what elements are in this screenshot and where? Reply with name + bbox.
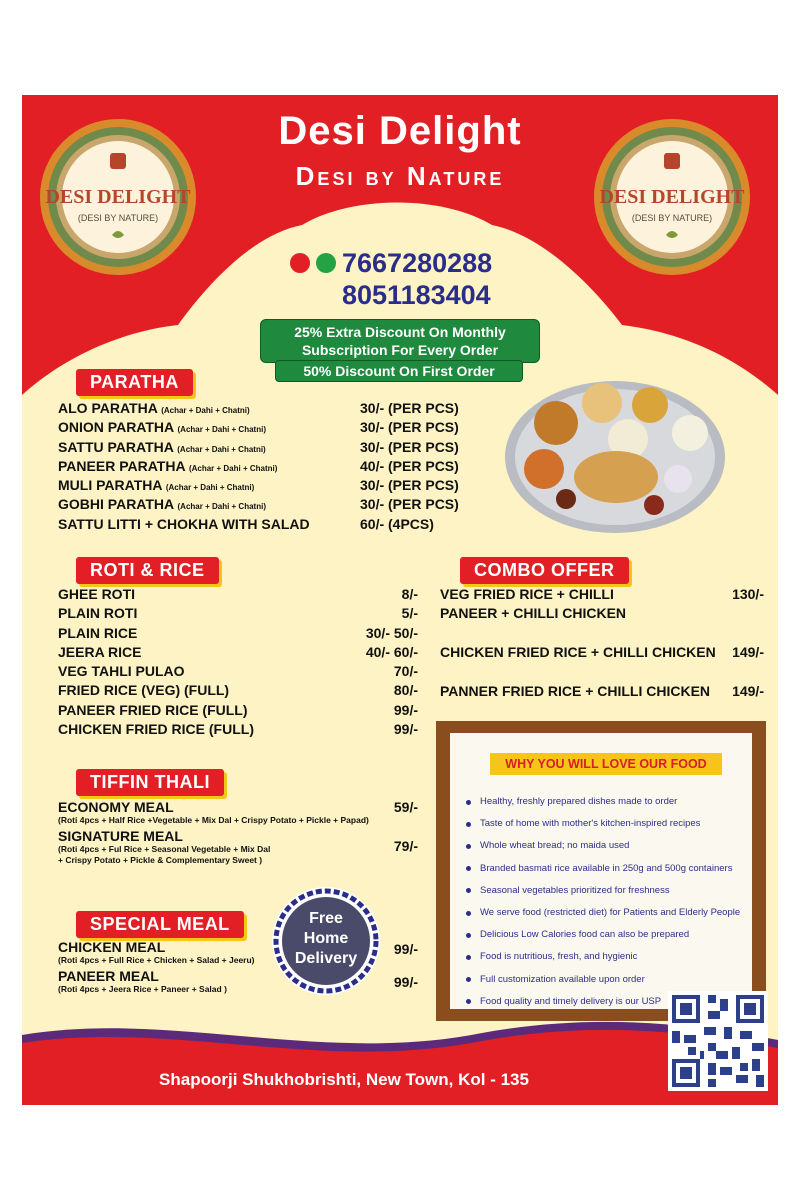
- item-price: 80/-: [393, 682, 418, 699]
- bullet-icon: [466, 911, 471, 916]
- logo-text: DESI DELIGHT: [599, 186, 745, 208]
- badge-line-1: Free: [309, 910, 343, 927]
- bullet-icon: [466, 933, 471, 938]
- item-description: (Roti 4pcs + Half Rice +Vegetable + Mix Dal + Crispy Potato + Pickle + Papad): [58, 815, 369, 825]
- item-price: 30/- 50/-: [365, 624, 418, 641]
- item-name: ECONOMY MEAL: [58, 799, 174, 815]
- phone-number-1[interactable]: 7667280288: [342, 248, 493, 278]
- list-item: [58, 681, 418, 700]
- item-name: SATTU LITTI + CHOKHA WITH SALAD: [58, 515, 310, 532]
- list-item: [58, 585, 418, 604]
- list-item: Branded basmati rice available in 250g and 500g containers: [466, 858, 756, 880]
- list-item: [440, 585, 764, 643]
- item-price: 99/-: [393, 941, 418, 957]
- bullet-icon: [466, 844, 471, 849]
- combo-line: PANNER FRIED RICE + CHILLI CHICKEN: [440, 683, 711, 699]
- section-heading-paratha: PARATHA: [76, 369, 193, 396]
- badge-line-3: Delivery: [294, 950, 358, 967]
- item-price: 99/-: [393, 974, 418, 990]
- list-item: [58, 968, 418, 995]
- item-description: (Roti 4pcs + Ful Rice + Seasonal Vegetable + Mix Dal: [58, 844, 271, 854]
- item-name: GOBHI PARATHA: [58, 496, 174, 513]
- brand-logo-right: [592, 117, 752, 277]
- item-name: ONION PARATHA: [58, 419, 174, 436]
- section-heading-roti-rice: ROTI & RICE: [76, 557, 219, 584]
- bullet-icon: [466, 866, 471, 871]
- item-price: 149/-: [732, 644, 764, 660]
- roti-rice-list: [58, 585, 418, 739]
- phone-number-2[interactable]: 8051183404: [342, 280, 491, 310]
- badge-line-2: Home: [303, 930, 349, 947]
- list-item: [58, 476, 488, 495]
- why-love-our-food-panel: [436, 721, 766, 1021]
- item-name: JEERA RICE: [58, 643, 142, 660]
- footer-background: [22, 1015, 778, 1105]
- item-name: VEG TAHLI PULAO: [58, 663, 185, 680]
- list-item: [58, 720, 418, 739]
- why-title: WHY YOU WILL LOVE OUR FOOD: [490, 753, 722, 775]
- item-name: PANEER FRIED RICE (FULL): [58, 701, 248, 718]
- list-item: Healthy, freshly prepared dishes made to order: [466, 791, 756, 813]
- item-name: CHICKEN MEAL: [58, 939, 166, 955]
- item-price: 30/- (PER PCS): [360, 400, 459, 416]
- item-price: 70/-: [393, 663, 418, 680]
- item-name: PLAIN RICE: [58, 624, 138, 641]
- item-note: (Achar + Dahi + Chatni): [161, 406, 250, 415]
- list-item: [58, 438, 488, 457]
- whatsapp-icon: [316, 253, 336, 273]
- item-name: ALO PARATHA: [58, 400, 158, 416]
- footer-address: Shapoorji Shukhobrishti, New Town, Kol - 135: [159, 1070, 529, 1089]
- bullet-icon: [466, 800, 471, 805]
- bullet-icon: [466, 822, 471, 827]
- list-item: [58, 515, 488, 534]
- list-item: Delicious Low Calories food can also be prepared: [466, 924, 756, 946]
- section-heading-combo: COMBO OFFER: [460, 557, 629, 584]
- item-name: PANEER PARATHA: [58, 457, 186, 474]
- combo-line: VEG FRIED RICE + CHILLI: [440, 586, 614, 602]
- item-name: SATTU PARATHA: [58, 438, 174, 455]
- list-item: [440, 682, 764, 701]
- item-price: 30/- (PER PCS): [360, 496, 459, 513]
- item-description: (Roti 4pcs + Full Rice + Chicken + Salad + Jeeru): [58, 955, 255, 965]
- phone-icon: [290, 253, 310, 273]
- list-item: Seasonal vegetables prioritized for freshness: [466, 880, 756, 902]
- list-item: Whole wheat bread; no maida used: [466, 835, 756, 857]
- menu-poster: [22, 95, 778, 1105]
- bullet-icon: [466, 955, 471, 960]
- item-note: (Achar + Dahi + Chatni): [177, 502, 266, 512]
- bullet-icon: [466, 888, 471, 893]
- monthly-discount-banner: 25% Extra Discount On Monthly Subscription For Every Order: [260, 319, 540, 363]
- section-heading-tiffin: TIFFIN THALI: [76, 769, 224, 796]
- combo-list: [440, 585, 764, 701]
- item-name: SIGNATURE MEAL: [58, 828, 183, 844]
- special-list: [58, 939, 418, 995]
- thali-image: [504, 377, 726, 535]
- item-note: (Achar + Dahi + Chatni): [177, 425, 266, 435]
- list-item: [58, 457, 488, 476]
- item-description: (Roti 4pcs + Jeera Rice + Paneer + Salad ): [58, 984, 227, 994]
- item-price: 40/- 60/-: [365, 643, 418, 660]
- item-name: PLAIN ROTI: [58, 605, 138, 622]
- bullet-icon: [466, 977, 471, 982]
- list-item: [58, 643, 418, 662]
- item-price: 40/- (PER PCS): [360, 457, 459, 474]
- logo-text: DESI DELIGHT: [45, 186, 191, 208]
- item-price: 99/-: [393, 721, 418, 738]
- list-item: Food is nutritious, fresh, and hygienic: [466, 946, 756, 968]
- item-price: 30/- (PER PCS): [360, 419, 459, 436]
- logo-subtext: (DESI BY NATURE): [631, 213, 713, 223]
- list-item: Taste of home with mother's kitchen-inspired recipes: [466, 813, 756, 835]
- item-name: MULI PARATHA: [58, 477, 162, 494]
- list-item: [58, 939, 418, 966]
- item-name: FRIED RICE (VEG) (FULL): [58, 682, 230, 699]
- combo-line: CHICKEN FRIED RICE + CHILLI CHICKEN: [440, 644, 716, 660]
- item-price: 30/- (PER PCS): [360, 477, 459, 494]
- list-item: [58, 399, 488, 418]
- list-item: Full customization available upon order: [466, 969, 756, 991]
- brand-logo-left: [38, 117, 198, 277]
- item-name: CHICKEN FRIED RICE (FULL): [58, 721, 254, 738]
- qr-code[interactable]: [668, 991, 768, 1091]
- section-heading-special: SPECIAL MEAL: [76, 911, 244, 938]
- list-item: We serve food (restricted diet) for Patients and Elderly People: [466, 902, 756, 924]
- list-item: [440, 643, 764, 682]
- item-price: 60/- (4PCS): [360, 515, 434, 532]
- item-price: 5/-: [401, 605, 418, 622]
- list-item: [58, 604, 418, 623]
- list-item: [58, 799, 418, 826]
- tiffin-list: [58, 799, 418, 866]
- item-price: 99/-: [393, 701, 418, 718]
- item-name: GHEE ROTI: [58, 586, 136, 602]
- bullet-icon: [466, 999, 471, 1004]
- list-item: [58, 495, 488, 514]
- item-price: 79/-: [393, 838, 418, 854]
- list-item: [58, 624, 418, 643]
- first-order-discount-banner: 50% Discount On First Order: [275, 360, 523, 382]
- item-price: 149/-: [732, 683, 764, 699]
- list-item: [58, 828, 418, 866]
- item-note: (Achar + Dahi + Chatni): [188, 463, 278, 473]
- item-note: (Achar + Dahi + Chatni): [165, 483, 255, 493]
- list-item: Food quality and timely delivery is our USP: [466, 991, 756, 1013]
- list-item: [58, 418, 488, 437]
- brand-tagline: Desi by Nature: [295, 161, 505, 191]
- item-description: + Crispy Potato + Pickle & Complementary Sweet ): [58, 855, 263, 865]
- item-note: (Achar + Dahi + Chatni): [177, 444, 266, 454]
- paratha-list: [58, 399, 488, 534]
- list-item: [58, 662, 418, 681]
- item-price: 130/-: [732, 586, 764, 602]
- list-item: [58, 701, 418, 720]
- item-price: 59/-: [393, 799, 418, 815]
- why-panel-inner: [450, 733, 752, 1009]
- brand-title: Desi Delight: [278, 109, 522, 153]
- item-price: 8/-: [401, 586, 418, 602]
- logo-subtext: (DESI BY NATURE): [77, 213, 159, 223]
- item-price: 30/- (PER PCS): [360, 438, 459, 455]
- contact-block: [290, 247, 492, 311]
- combo-line: PANEER + CHILLI CHICKEN: [440, 605, 627, 621]
- why-list: [466, 791, 756, 1013]
- item-name: PANEER MEAL: [58, 968, 159, 984]
